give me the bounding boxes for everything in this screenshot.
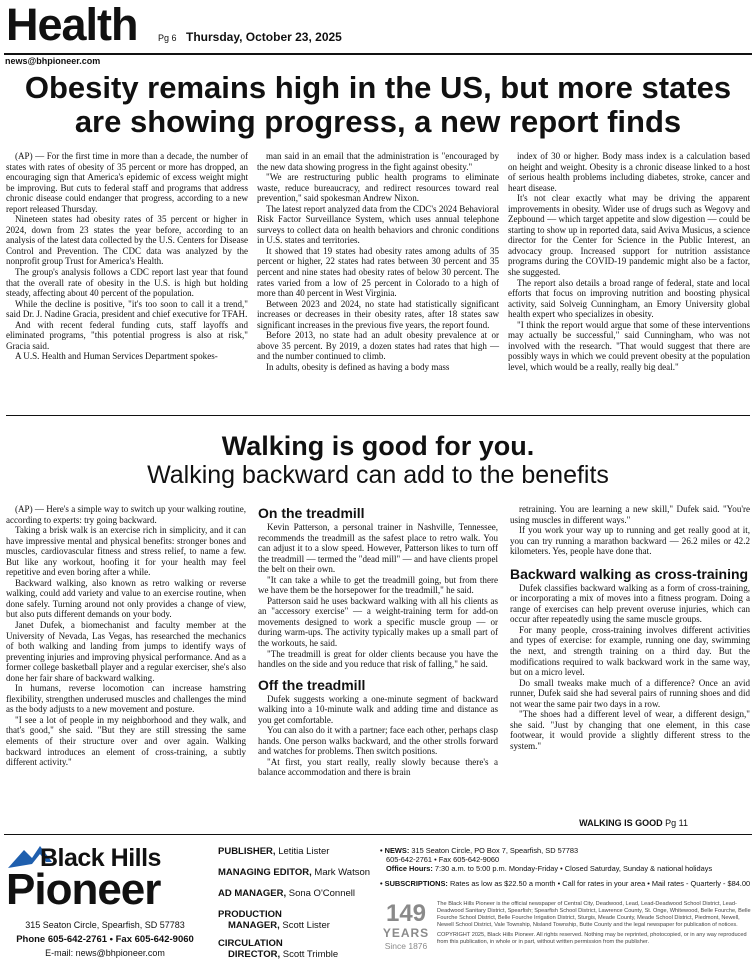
paragraph: "It can take a while to get the treadmill going, but from there we have them be the horsepower for the treadmill," he said. [258,574,498,596]
logo-wordmark-main: Pioneer [6,865,161,914]
section-text [510,583,750,752]
story-divider [6,415,750,416]
legal-notice [437,901,752,946]
story-body-obesity [6,151,750,405]
paragraph: retraining. You are learning a new skill," Dufek said. "You're using muscles in different ways." [510,504,750,525]
paragraph: While the decline is positive, "it's too soon to call it a trend," said Dr. J. Nadine Gracia, president and chief executive for TFAH. [6,298,248,320]
paragraph: And with recent federal funding cuts, staff layoffs and eliminated programs, "this potential progress is also at risk," Gracia said. [6,319,248,351]
footer-address: 315 Seaton Circle, Spearfish, SD 57783 [25,920,185,930]
paragraph: It showed that 19 states had obesity rates among adults of 35 percent or higher, 22 states had rates between 30 percent and 35 percent and nine states had obesity rates of below 30 percent. The rates varied from a low of 25 percent in Colorado to a high of more than 40 percent in West Virginia. [257,245,499,299]
page-number: Pg 6 [158,33,177,43]
section-title: Health [6,0,138,50]
paragraph: "I see a lot of people in my neighborhood and they walk, and that's good," she said. "But they are still stressing the same elements of their structure over and over again. Walking backward introduces an element of cross-training, a subtly different activity." [6,714,246,768]
story-column [6,151,248,405]
paragraph: Do small tweaks make much of a difference? Once an avid runner, Dufek said she had several pairs of running shoes and did not wear the same pair two days in a row. [510,677,750,709]
story-subheadline-walking: Walking backward can add to the benefits [147,461,609,489]
paragraph: Backward walking, also known as retro walking or reverse walking, could add variety and value to an exercise routine, when done safely. Turning around not only provides a change of view, but also puts different demands on your body. [6,577,246,620]
staff-role: CIRCULATION [218,938,283,949]
staff-name: Letitia Lister [278,846,330,857]
news-label: • NEWS: [380,846,410,855]
anniversary-since: Since 1876 [384,941,428,951]
story-column [508,151,750,405]
news-phone: 605-642-2761 • Fax 605-642-9060 [386,855,500,864]
paragraph: (AP) — For the first time in more than a decade, the number of states with rates of obesity of 35 percent or more has dropped, an encouraging sign that America's epidemic of excess weight might be improving. But cuts to federal staff and programs that address chronic disease could endanger that progress, according to a new report released Thursday. [6,151,248,214]
staff-role: AD MANAGER, [218,888,287,899]
paragraph: "We are restructuring public health programs to eliminate waste, reduce bureaucracy, and redirect resources toward real prevention," said spokesman Andrew Nixon. [257,172,499,204]
copyright-notice: COPYRIGHT 2025, Black Hills Pioneer. All rights reserved. Nothing may be reprinted, photocopied, or in any way reproduced from this publication, in whole or in part, without written permission from the publisher. [437,932,747,945]
section-text [258,522,498,670]
paragraph: In adults, obesity is defined as having a body mass [266,361,450,372]
paragraph: A U.S. Health and Human Services Department spokes- [15,351,218,362]
paragraph: Taking a brisk walk is an exercise rich in simplicity, and it can have impressive mental and physical benefits: stronger bones and muscles, cardiovascular fitness and stress relief, to name a few. But like any workout, hoofing it for your health may feel repetitive and even boring after a while. [6,525,246,578]
staff-role: DIRECTOR, [228,949,281,960]
paragraph: If you work your way up to running and get really good at it, you can try running a marathon backward — 26.2 miles or 42.2 kilometers. Yes, people have done that. [510,525,750,557]
paragraph: The report also details a broad range of federal, state and local efforts that focus on improving nutrition and boosting physical activity, said Solveig Cunningham, an Emory University global health expert who specializes in obesity. [508,277,750,320]
official-newspaper-notice: The Black Hills Pioneer is the official newspaper of Central City, Deadwood, Lead, Lead-Deadwood School District, Lead-Deadwood Sanitary District, Spearfish; Spearfish School District, Lawrence County, St. Onge, Whitewood, Belle Fourche, Belle Fourche School District, Belle Fourche Irrigation District, Sturgis, Meade County, Meade School District, Piedmont, Newell, Newell School District, Vale Township, Nisland Township, Butte County and the legal newspaper for publication of notices. [437,901,751,928]
contact-info [380,846,752,888]
issue-date: Thursday, October 23, 2025 [186,30,342,44]
staff-publisher [218,846,329,857]
staff-name: Mark Watson [314,867,371,878]
story-body-walking [6,504,750,808]
footer-divider [4,834,752,835]
section-text [258,694,498,778]
paragraph: Janet Dufek, a biomechanist and faculty member at the University of Nevada, Las Vegas, has researched the mechanics of both walking and landing from jumps to identify ways of preventing injuries and improving physical performance. And as a former college basketball player and a regular exerciser, she's also done her fair share of backward walking. [6,620,246,683]
paragraph: "I think the report would argue that some of these interventions may actually be successful," said Cunningham, who was not involved with the research. "That would suggest that there are possibly ways in which we could prevent obesity at the population level, which would be a really, really big deal." [508,319,750,372]
paragraph: The group's analysis follows a CDC report last year that found that the overall rate of obesity in the U.S. is high but holding steady, affecting about 40 percent of the population. [6,267,248,299]
paragraph: "The treadmill is great for older clients because you have the handles on the side and you reduce that risk of falling," he said. [258,648,498,670]
section-subhead: On the treadmill [258,505,365,521]
paragraph: Between 2023 and 2024, no state had statistically significant increases or decreases in their obesity rates, after 18 states saw significant increases in the previous five years, the report found. [257,298,499,330]
paragraph: You can also do it with a partner; face each other, perhaps clasp hands. One person walks backward, and the other strolls forward and watches for problems. Then switch positions. [258,725,498,757]
staff-role: PRODUCTION [218,909,282,920]
anniversary-years: 149 [385,900,427,927]
staff-name: Sona O'Connell [288,888,355,899]
paragraph: Before 2013, no state had an adult obesity prevalence at or above 35 percent. By 2019, a dozen states had rates that high — and the number continued to climb. [257,330,499,362]
footer-email: E-mail: news@bhpioneer.com [45,948,165,958]
staff-circulation [218,938,338,960]
staff-role: PUBLISHER, [218,846,276,857]
story-column [257,151,499,405]
section-subhead: Backward walking as cross-training [510,565,749,582]
masthead-email: news@bhpioneer.com [5,56,101,66]
staff-name: Scott Trimble [282,949,339,960]
paragraph: index of 30 or higher. Body mass index is a calculation based on height and weight. Obesity is a chronic disease linked to a host of serious health problems including diabetes, stroke, cancer and heart disease. [508,151,750,193]
staff-name: Scott Lister [282,920,330,931]
paragraph: In humans, reverse locomotion can increase hamstring flexibility, strengthen underused muscles and challenges the mind as the body adjusts to a new movement and posture. [6,683,246,715]
paragraph: Nineteen states had obesity rates of 35 percent or higher in 2024, down from 23 states the year before, according to an analysis of the latest data collected by the U.S. Centers for Disease Control and Prevention. The CDC data was analyzed by the nonprofit group Trust for America's Health. [6,214,248,267]
paragraph: Dufek suggests working a one-minute segment of backward walking into a 10-minute walk and adding time and distance as you get comfortable. [258,693,498,725]
staff-role: MANAGING EDITOR, [218,867,312,878]
staff-editor [218,867,370,878]
paragraph: For many people, cross-training involves different activities and types of exercise: for example, running one day, swimming the next, and strength training on a third day. But the modifications required to walk backward work in the same way, but on a micro level. [510,624,750,678]
paragraph: "At first, you start really, really slowly because there's a balance accommodation and there is brain [258,756,498,778]
section-subhead: Off the treadmill [258,676,366,693]
staff-production [218,909,330,931]
subscriptions-label: • SUBSCRIPTIONS: [380,879,448,888]
paragraph: man said in an email that the administration is "encouraged by the new data showing progress in the fight against obesity." [257,151,499,172]
jump-page: Pg 11 [665,818,688,828]
anniversary-word: YEARS [382,926,430,940]
paragraph: Patterson said he uses backward walking with all his clients as an "accessory exercise" — a weight-training term for add-on movements designed to work a specific muscle group — or during warm-ups. The activity typically makes up a small part of the workouts, he said. [258,595,498,649]
news-address: 315 Seaton Circle, PO Box 7, Spearfish, SD 57783 [411,846,579,855]
office-hours-label: Office Hours: [386,864,433,873]
story-column [6,504,246,808]
subscription-rates: Rates as low as $22.50 a month • Call for rates in your area • Mail rates - Quarterly - $84.00 [449,879,751,888]
story-column [510,504,750,808]
staff-role: MANAGER, [228,920,280,931]
paragraph: The latest report analyzed data from the CDC's 2024 Behavioral Risk Factor Surveillance System, which uses annual telephone surveys to collect data on health behaviors and chronic conditions in U.S. states and territories. [257,203,499,246]
paragraph: Dufek classifies backward walking as a form of cross-training, or incorporating a mix of moves into a fitness program. Doing a range of exercises can help prevent overuse injuries, which can occur after repeatedly using the same muscle groups. [510,582,750,625]
paragraph: (AP) — Here's a simple way to switch up your walking routine, according to experts: try going backward. [6,504,246,525]
footer-phone: Phone 605-642-2761 • Fax 605-642-9060 [16,934,194,945]
jump-label: WALKING IS GOOD [579,818,663,828]
office-hours: 7:30 a.m. to 5:00 p.m. Monday-Friday • Closed Saturday, Sunday & national holidays [434,864,713,873]
paragraph: Kevin Patterson, a personal trainer in Nashville, Tennessee, recommends the treadmill as the safest place to retro walk. You can adjust it to a slow speed. However, Patterson likes to turn off the treadmill — termed the "dead mill" — and have clients propel the belt on their own. [258,522,498,575]
story-headline-obesity: Obesity remains high in the US, but more states are showing progress, a new report finds [24,70,732,139]
staff-ad-manager [218,888,355,899]
logo-wordmark-top: Black Hills [40,844,161,872]
story-headline-walking: Walking is good for you. [221,431,535,461]
story-column [258,504,498,808]
section-text [510,504,750,557]
jump-line[interactable] [579,818,688,828]
masthead-divider [4,53,752,55]
paragraph: "The shoes had a different level of wear, a different design," she said. "Just by changing that one element, in this case footwear, it would provide a slightly different stress to the system." [510,709,750,751]
paragraph: It's not clear exactly what may be driving the apparent improvements in obesity. Wider use of drugs such as Wegovy and Zepbound — which target appetite and slow digestion — could be starting to show up in reported data, said Aviva Musicus, a science director for the Center for Science in the Public Interest, an advocacy group. Increased support for nutrition assistance programs during the COVID-19 pandemic might also be a factor, she suggested. [508,193,750,278]
